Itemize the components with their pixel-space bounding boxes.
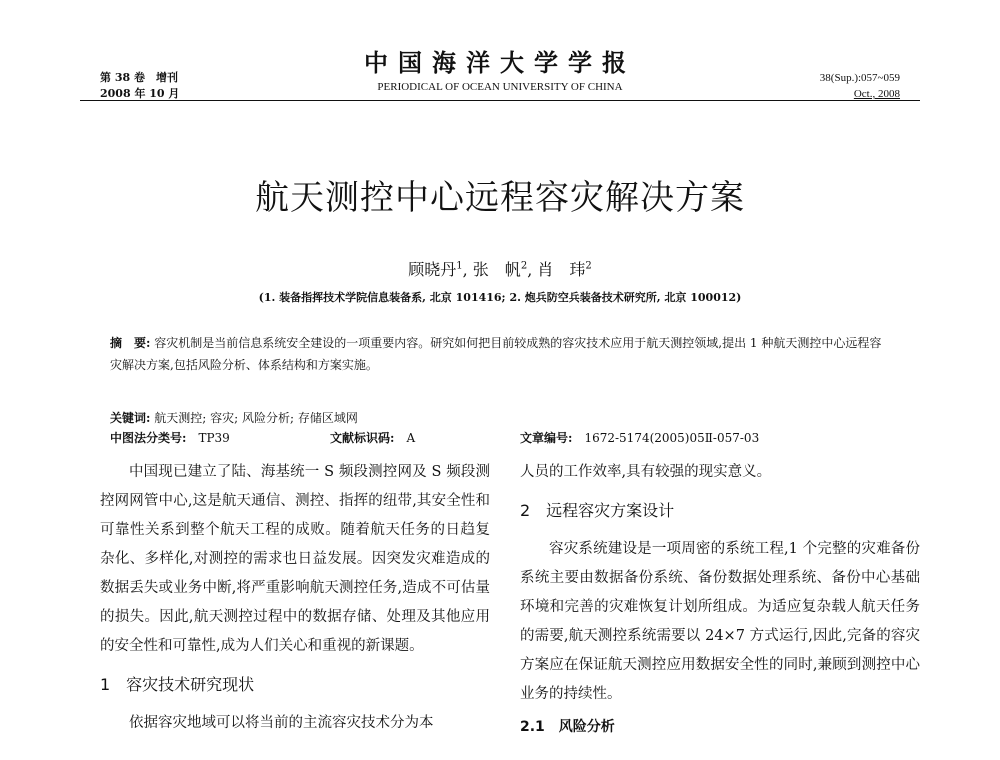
continuation-paragraph: 人员的工作效率,具有较强的现实意义。 xyxy=(520,464,772,480)
section-2-heading: 2 远程容灾方案设计 xyxy=(520,501,675,520)
header-center xyxy=(330,48,670,94)
clc-item: 中图法分类号: TP39 xyxy=(110,431,230,445)
classification-line xyxy=(110,428,890,448)
keywords-text: 航天测控; 容灾; 风险分析; 存储区域网 xyxy=(154,411,358,425)
keywords-line xyxy=(110,408,890,428)
abstract-label: 摘 要: xyxy=(110,336,151,350)
section-2-1-heading: 2.1 风险分析 xyxy=(520,719,615,735)
paper-title: 航天测控中心远程容灾解决方案 xyxy=(255,178,745,218)
intro-paragraph: 中国现已建立了陆、海基统一 S 频段测控网及 S 频段测控网网管中心,这是航天通信、测控、指挥的纽带,其安全性和可靠性关系到整个航天工程的成败。随着航天任务的日趋复杂化、多样化,对测控的需求也日益发展。因突发灾难造成的数据丢失或业务中断,将严重影响航天测控任务,造成不可估量的损失。因此,航天测控过程中的数据存储、处理及其他应用的安全性和可靠性,成为人们关心和重视的新课题。 xyxy=(100,464,490,654)
left-column xyxy=(100,458,490,738)
abstract xyxy=(110,332,890,376)
header-right xyxy=(790,70,900,102)
article-number-item: 文章编号: 1672-5174(2005)05Ⅱ-057-03 xyxy=(520,431,760,445)
author-1: 顾晓丹$^1$ xyxy=(408,260,463,280)
journal-title-cn: 中国海洋大学学报 xyxy=(364,48,636,77)
affiliation: (1. 装备指挥技术学院信息装备系, 北京 101416; 2. 炮兵防空兵装备技术研究所, 北京 100012) xyxy=(258,291,742,304)
keywords-label: 关键词: xyxy=(110,411,151,425)
section-1-heading: 1 容灾技术研究现状 xyxy=(100,675,255,694)
issue-date: 2008 年 10 月 xyxy=(100,87,180,100)
right-column xyxy=(520,458,920,739)
issue-date-en: Oct., 2008 xyxy=(853,88,900,100)
metadata xyxy=(110,408,890,448)
header-rule xyxy=(80,100,920,101)
author-line: 顾晓丹$^1$, 张 帆$^2$, 肖 玮$^2$ xyxy=(408,260,592,280)
page-range: 38(Sup.):057~059 xyxy=(819,72,900,84)
author-2: 张 帆$^2$ xyxy=(472,260,528,280)
doc-code-item: 文献标识码: A xyxy=(330,431,416,445)
header-left xyxy=(100,70,179,102)
section-2-paragraph: 容灾系统建设是一项周密的系统工程,1 个完整的灾难备份系统主要由数据备份系统、备份数据处理系统、备份中心基础环境和完善的灾难恢复计划所组成。为适应复杂载人航天任务的需要,航天测控系统需要以 24×7 方式运行,因此,完备的容灾方案应在保证航天测控应用数据安全性的同时,兼顾到测控中心业务的持续性。 xyxy=(520,541,920,702)
author-3: 肖 玮$^2$ xyxy=(537,260,592,280)
abstract-text: 容灾机制是当前信息系统安全建设的一项重要内容。研究如何把目前较成熟的容灾技术应用于航天测控领域,提出 1 种航天测控中心远程容灾解决方案,包括风险分析、体系结构和方案实施。 xyxy=(110,336,882,372)
volume-label: 第 38 卷 增刊 xyxy=(100,71,178,84)
section-1-paragraph: 依据容灾地域可以将当前的主流容灾技术分为本 xyxy=(129,715,434,731)
journal-title-en: PERIODICAL OF OCEAN UNIVERSITY OF CHINA xyxy=(377,81,623,93)
